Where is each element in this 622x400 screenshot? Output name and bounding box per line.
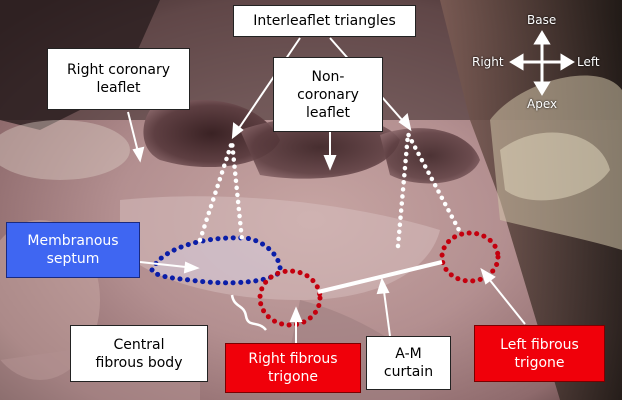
label-membranous-septum: Membranous septum [6,222,140,278]
interleaflet-triangle-left [200,142,242,240]
central-fibrous-bracket [232,295,266,330]
label-right-coronary-leaflet: Right coronary leaflet [47,48,190,110]
label-am-curtain: A-M curtain [366,336,451,390]
orientation-left-label: Left [577,55,600,69]
label-left-fibrous-trigone: Left fibrous trigone [474,325,605,382]
orientation-base-label: Base [527,13,557,27]
orientation-apex-label: Apex [527,97,558,111]
label-non-coronary-leaflet: Non- coronary leaflet [273,57,383,132]
membranous-septum-region [152,238,280,283]
orientation-right-label: Right [472,55,504,69]
label-interleaflet-triangles: Interleaflet triangles [233,5,416,37]
orientation-cross [512,33,572,93]
label-central-fibrous-body: Central fibrous body [70,325,208,382]
label-right-fibrous-trigone: Right fibrous trigone [225,343,361,393]
interleaflet-triangle-right [398,134,460,246]
